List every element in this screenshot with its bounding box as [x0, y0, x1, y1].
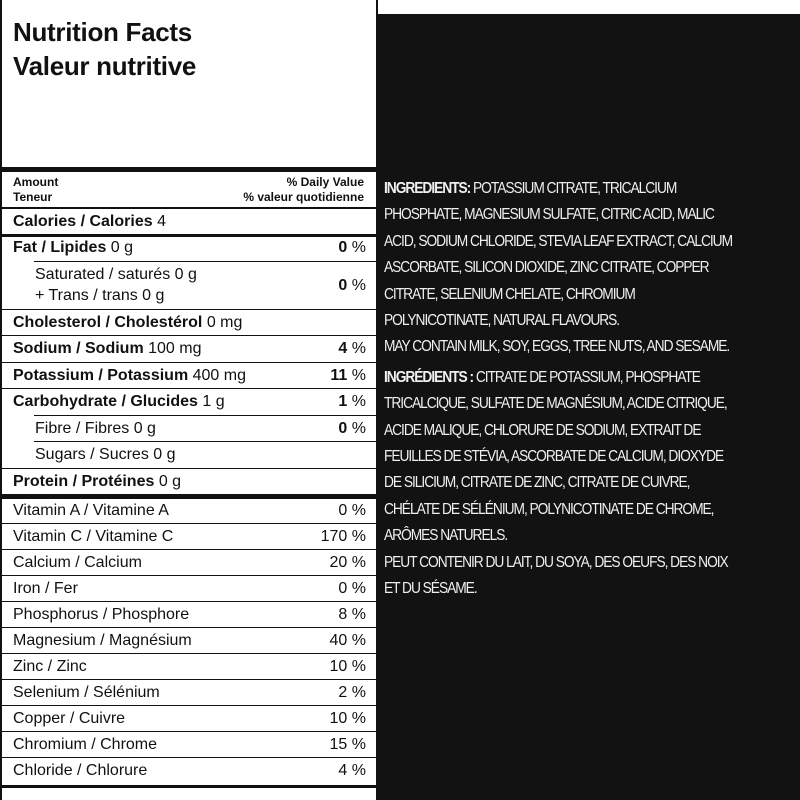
carbohydrate-amount: 1 g: [202, 393, 225, 410]
vitamin-label: Chloride / Chlorure: [13, 762, 148, 779]
ingredients-fr: [384, 365, 737, 550]
protein-amount: 0 g: [158, 473, 182, 490]
potassium-amount: 400 mg: [192, 367, 246, 384]
potassium-pct-unit: %: [347, 367, 366, 384]
vitamin-pct: 10 %: [329, 710, 366, 727]
potassium-pct: 11: [330, 367, 348, 384]
fibre-label: Fibre / Fibres: [35, 420, 130, 437]
ingredients-en: [384, 176, 737, 334]
ingredients-en-label: INGREDIENTS:: [384, 180, 471, 197]
sodium-pct: 4: [338, 340, 348, 357]
carbohydrate-pct: 1: [338, 393, 348, 410]
sugars-amount: 0 g: [153, 446, 176, 463]
protein-label: Protein / Protéines: [13, 473, 155, 490]
vitamin-pct: 4 %: [338, 762, 366, 779]
cholesterol-label: Cholesterol / Cholestérol: [13, 314, 203, 331]
vitamin-label: Copper / Cuivre: [13, 710, 126, 727]
divider: [2, 679, 378, 680]
vitamin-pct: 2 %: [338, 684, 366, 701]
ingredients-block: [384, 176, 737, 603]
sugars-label: Sugars / Sucres: [35, 446, 149, 463]
vitamin-label: Calcium / Calcium: [13, 554, 142, 571]
calories-label: Calories / Calories: [13, 213, 153, 230]
trans-amount: 0 g: [142, 287, 165, 304]
vitamin-label: Selenium / Sélénium: [13, 684, 160, 701]
vitamin-pct: 40 %: [329, 632, 366, 649]
bottom-rule: [2, 785, 378, 788]
vitamin-pct: 0 %: [338, 502, 366, 519]
fat-pct: 0: [338, 239, 348, 256]
saturated-label: Saturated / saturés: [35, 266, 171, 283]
medium-rule: [2, 234, 378, 237]
valeur-quotidienne-header: % valeur quotidienne: [243, 190, 364, 204]
divider: [34, 415, 378, 416]
vitamin-pct: 0 %: [338, 580, 366, 597]
divider: [2, 309, 378, 310]
divider: [2, 757, 378, 758]
carbohydrate-label: Carbohydrate / Glucides: [13, 393, 198, 410]
divider: [2, 653, 378, 654]
fibre-amount: 0 g: [133, 420, 156, 437]
divider: [2, 388, 378, 389]
daily-value-header: % Daily Value: [286, 175, 364, 189]
nutrition-facts-title: Nutrition Facts: [13, 17, 192, 47]
divider: [2, 575, 378, 576]
cholesterol-amount: 0 mg: [206, 314, 243, 331]
divider: [2, 627, 378, 628]
vitamin-label: Zinc / Zinc: [13, 658, 87, 675]
vitamin-label: Phosphorus / Phosphore: [13, 606, 190, 623]
thick-rule: [2, 494, 378, 499]
fat-label: Fat / Lipides: [13, 239, 107, 256]
nutrition-facts-table: [0, 0, 378, 800]
allergens-en: MAY CONTAIN MILK, SOY, EGGS, TREE NUTS, AND SESAME.: [384, 338, 730, 356]
vitamin-pct: 15 %: [329, 736, 366, 753]
saturated-amount: 0 g: [174, 266, 197, 283]
vitamin-pct: 20 %: [329, 554, 366, 571]
thick-rule: [2, 167, 378, 172]
divider: [2, 601, 378, 602]
divider: [2, 731, 378, 732]
vitamin-pct: 8 %: [338, 606, 366, 623]
vitamin-label: Magnesium / Magnésium: [13, 632, 192, 649]
amount-header: Amount: [13, 175, 59, 189]
vitamin-pct: 170 %: [320, 528, 366, 545]
vitamin-label: Vitamin A / Vitamine A: [13, 502, 169, 519]
ingredients-fr-label: INGRÉDIENTS :: [384, 368, 474, 386]
fat-amount: 0 g: [110, 239, 134, 256]
trans-label: + Trans / trans: [35, 287, 138, 304]
teneur-header: Teneur: [13, 190, 53, 204]
trans-pct: 0: [338, 277, 348, 294]
trans-pct-unit: %: [347, 277, 366, 294]
divider: [2, 335, 378, 336]
divider: [2, 523, 378, 524]
fibre-pct: 0: [338, 420, 348, 437]
fat-pct-unit: %: [347, 239, 366, 256]
vitamin-pct: 10 %: [329, 658, 366, 675]
allergens-fr: PEUT CONTENIR DU LAIT, DU SOYA, DES OEUFS, DES NOIX ET DU SÉSAME.: [384, 553, 728, 598]
divider: [34, 261, 378, 262]
divider: [2, 362, 378, 363]
vitamin-label: Iron / Fer: [13, 580, 78, 597]
fibre-pct-unit: %: [347, 420, 366, 437]
valeur-nutritive-title: Valeur nutritive: [13, 51, 197, 81]
vitamin-label: Chromium / Chrome: [13, 736, 158, 753]
carbohydrate-pct-unit: %: [347, 393, 366, 410]
sodium-label: Sodium / Sodium: [13, 340, 144, 357]
divider: [2, 468, 378, 469]
sodium-pct-unit: %: [347, 340, 366, 357]
vitamin-label: Vitamin C / Vitamine C: [13, 528, 174, 545]
ingredients-en-text: POTASSIUM CITRATE, TRICALCIUM PHOSPHATE, MAGNESIUM SULFATE, CITRIC ACID, MALIC ACID, SODIUM CHLORIDE, STEVIA LEAF EXTRACT, CALCIUM ASCORBATE, SILICON DIOXIDE, ZINC CITRATE, COPPER CITRATE, SELENIUM CHELATE, CHROMIUM POLYNICOTINATE, NATURAL FLAVOURS.: [384, 180, 733, 330]
sodium-amount: 100 mg: [148, 340, 202, 357]
potassium-label: Potassium / Potassium: [13, 367, 189, 384]
calories-value: 4: [157, 213, 166, 230]
divider: [2, 207, 378, 209]
divider: [2, 705, 378, 706]
divider: [2, 549, 378, 550]
divider: [34, 441, 378, 442]
ingredients-fr-text: CITRATE DE POTASSIUM, PHOSPHATE TRICALCIQUE, SULFATE DE MAGNÉSIUM, ACIDE CITRIQUE, ACIDE MALIQUE, CHLORURE DE SODIUM, EXTRAIT DE FEUILLES DE STÉVIA, ASCORBATE DE CALCIUM, DIOXYDE DE SILICIUM, CITRATE DE ZINC, CITRATE DE CUIVRE, CHÉLATE DE SÉLÉNIUM, POLYNICOTINATE DE CHROME, ARÔMES NATURELS.: [384, 368, 727, 545]
